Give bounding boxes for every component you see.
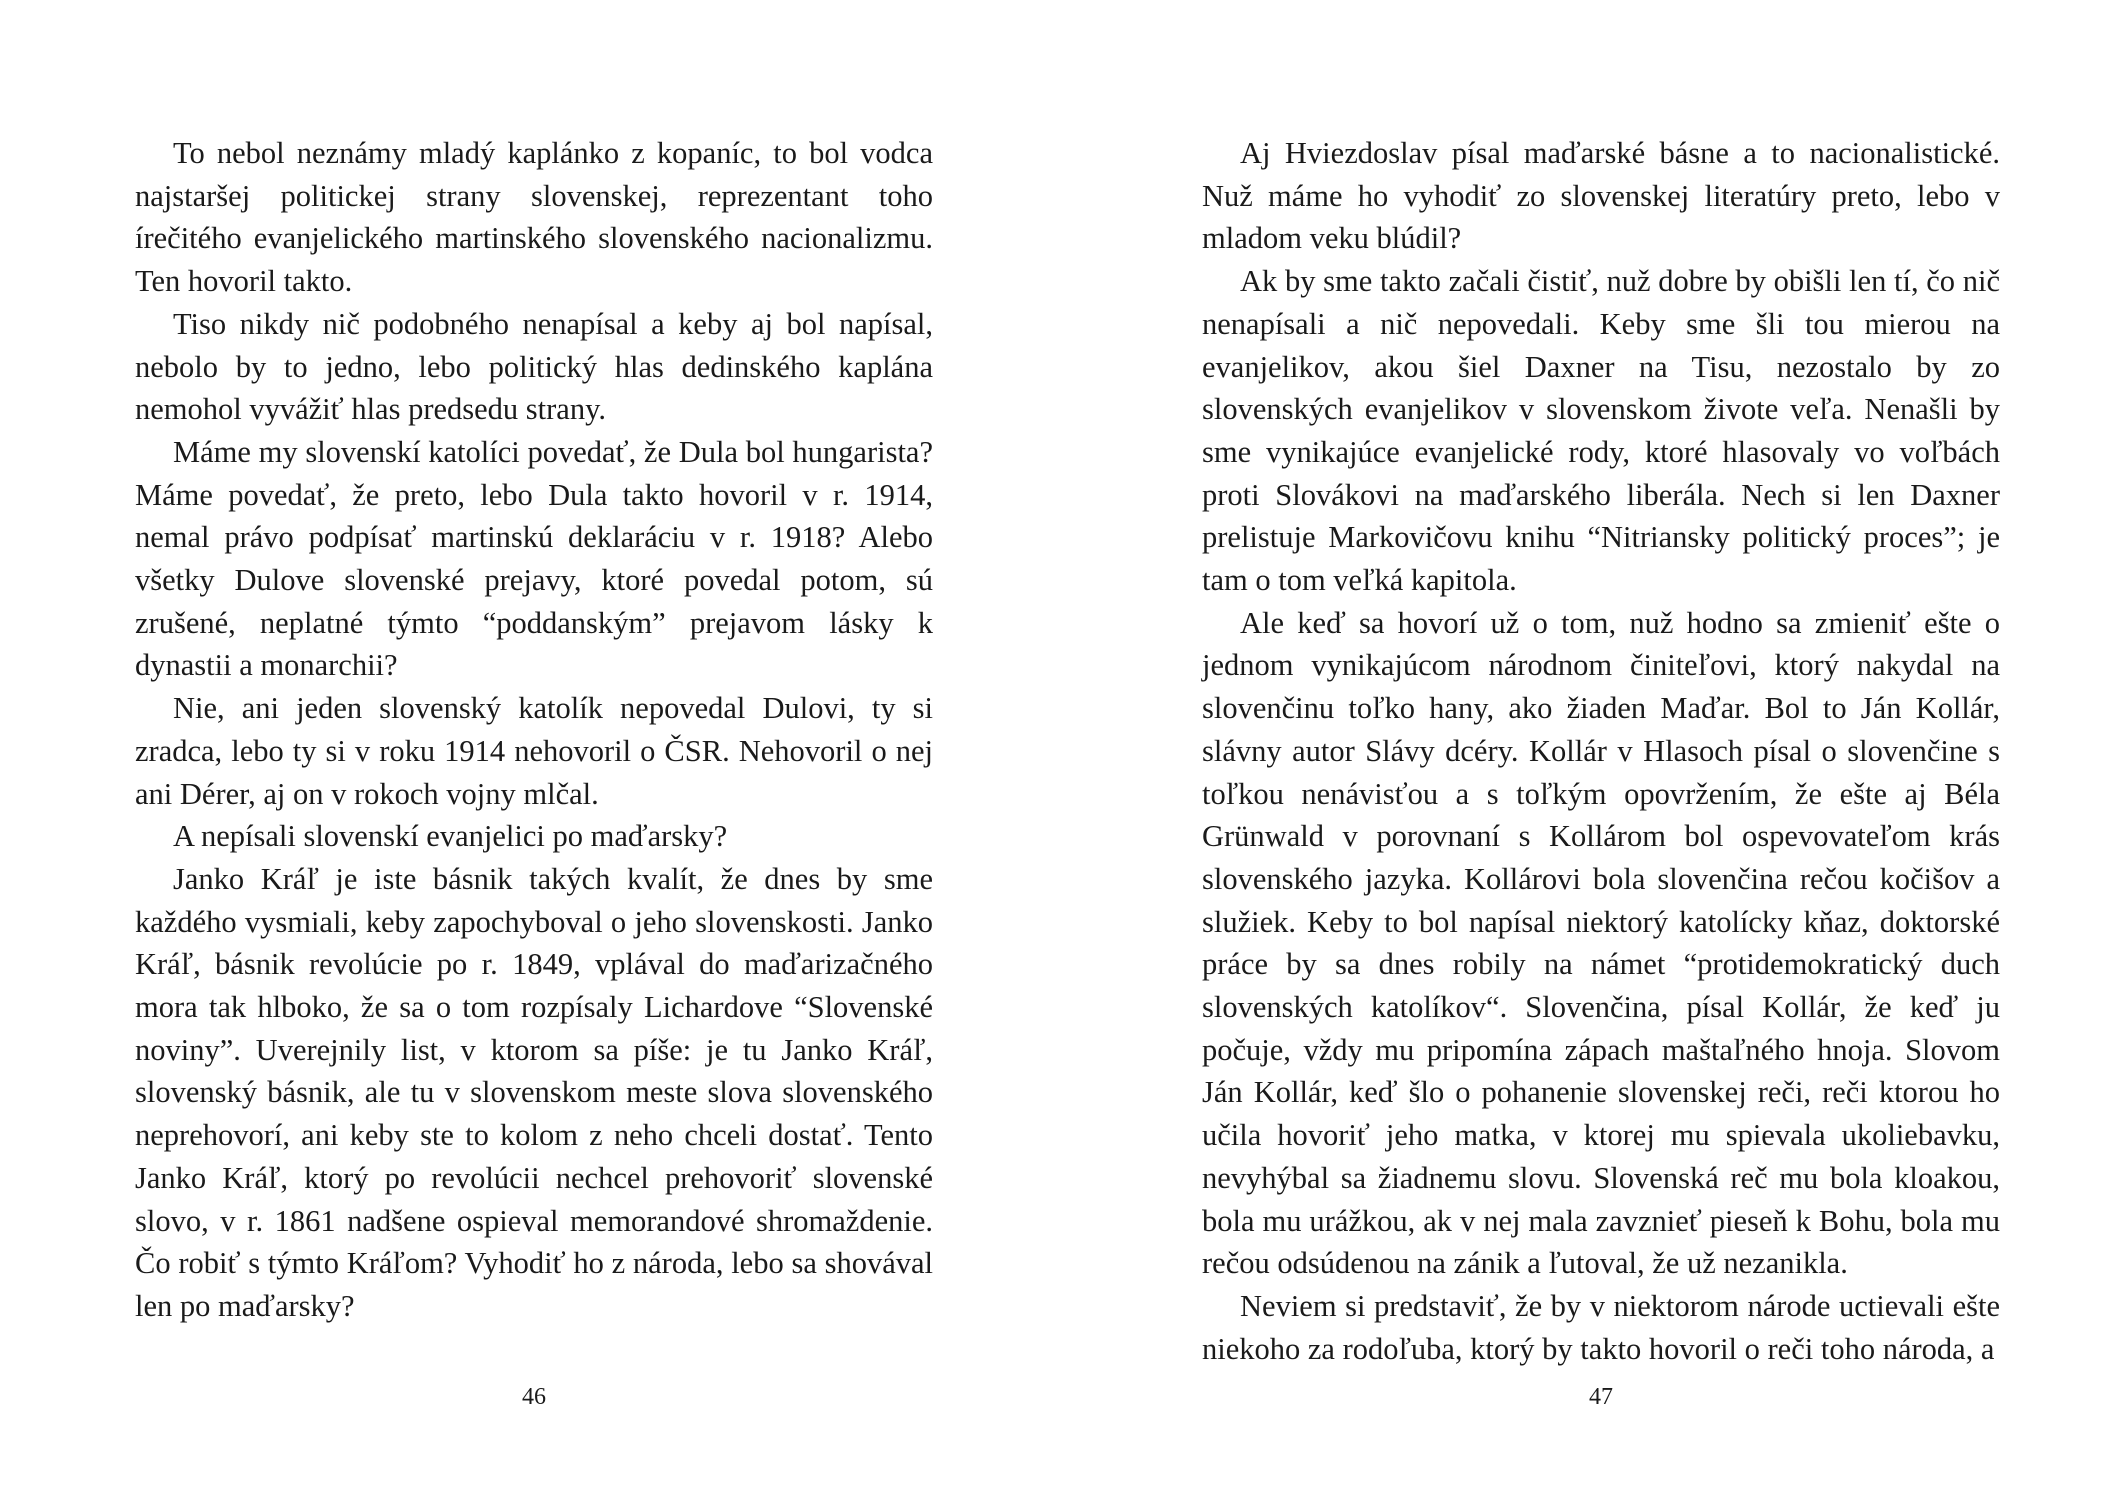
paragraph: Aj Hviezdoslav písal maďarské básne a to nacionalistické. Nuž máme ho vyhodiť zo slovenskej literatúry preto, lebo v mladom veku blúdil? [1202, 136, 2000, 256]
left-page-text [135, 132, 933, 1328]
right-page [1059, 0, 2118, 1500]
paragraph: Janko Kráľ je iste básnik takých kvalít, že dnes by sme každého vysmiali, keby zapochyboval o jeho slovenskosti. Janko Kráľ, básnik revolúcie po r. 1849, vplával do maďarizačného mora tak hlboko, že sa o tom rozpísaly Lichardove “Slovenské noviny”. Uverejnily list, v ktorom sa píše: je tu Janko Kráľ, slovenský básnik, ale tu v slovenskom meste slova slovenského neprehovorí, ani keby ste to kolom z neho chceli dostať. Tento Janko Kráľ, ktorý po revolúcii nechcel prehovoriť slovenské slovo, v r. 1861 nadšene ospieval memorandové shromaždenie. Čo robiť s týmto Kráľom? Vyhodiť ho z národa, lebo sa shovával len po maďarsky? [135, 861, 933, 1323]
paragraph: To nebol neznámy mladý kaplánko z kopaníc, to bol vodca najstaršej politickej strany slovenskej, reprezentant toho írečitého evanjelického martinského slovenského nacionalizmu. Ten hovoril takto. [135, 136, 933, 299]
paragraph: Nie, ani jeden slovenský katolík nepovedal Dulovi, ty si zradca, lebo ty si v roku 1914 nehovoril o ČSR. Nehovoril o nej ani Dérer, aj on v rokoch vojny mlčal. [135, 691, 933, 811]
paragraph: Tiso nikdy nič podobného nenapísal a keby aj bol napísal, nebolo by to jedno, lebo politický hlas dedinského kaplána nemohol vyvážiť hlas predsedu strany. [135, 306, 933, 427]
paragraph: Ak by sme takto začali čistiť, nuž dobre by obišli len tí, čo nič nenapísali a nič nepovedali. Keby sme šli tou mierou na evanjelikov, akou šiel Daxner na Tisu, nezostalo by zo slovenských evanjelikov v slovenskom živote veľa. Nenašli by sme vynikajúce evanjelické rody, ktoré hlasovaly vo voľbách proti Slovákovi na maďarského liberála. Nech si len Daxner prelistuje Markovičovu knihu “Nitriansky politický proces”; je tam o tom veľká kapitola. [1202, 264, 2000, 598]
paragraph: Neviem si predstaviť, že by v niektorom národe uctievali ešte niekoho za rodoľuba, ktorý by takto hovoril o reči toho národa, a [1202, 1288, 2000, 1366]
paragraph: A nepísali slovenskí evanjelici po maďarsky? [173, 819, 728, 854]
paragraph: Ale keď sa hovorí už o tom, nuž hodno sa zmieniť ešte o jednom vynikajúcom národnom činiteľovi, ktorý nakydal na slovenčinu toľko hany, ako žiaden Maďar. Bol to Ján Kollár, slávny autor Slávy dcéry. Kollár v Hlasoch písal o slovenčine s toľkou nenávisťou a s toľkým opovržením, že ešte aj Béla Grünwald v porovnaní s Kollárom bol ospevovateľom krás slovenského jazyka. Kollárovi bola slovenčina rečou kočišov a služiek. Keby to bol napísal niektorý katolícky kňaz, doktorské práce by sa dnes robily na námet “protidemokratický duch slovenských katolíkov“. Slovenčina, písal Kollár, že keď ju počuje, vždy mu pripomína zápach maštaľného hnoja. Slovom Ján Kollár, keď šlo o pohanenie slovenskej reči, reči ktorou ho učila hovoriť jeho matka, v ktorej mu spievala ukoliebavku, nevyhýbal sa žiadnemu slovu. Slovenská reč mu bola kloakou, bola mu urážkou, ak v nej mala zavznieť pieseň k Bohu, bola mu rečou odsúdenou na zánik a ľutoval, že už nezanikla. [1202, 605, 2000, 1281]
page-number: 47 [1589, 1384, 1613, 1410]
page-number: 46 [522, 1384, 546, 1410]
paragraph: Máme my slovenskí katolíci povedať, že Dula bol hungarista? Máme povedať, že preto, lebo Dula takto hovoril v r. 1914, nemal právo podpísať martinskú deklaráciu v r. 1918? Alebo všetky Dulove slovenské prejavy, ktoré povedal potom, sú zrušené, neplatné týmto “poddanským” prejavom lásky k dynastii a monarchii? [135, 434, 933, 683]
right-page-text [1202, 132, 2000, 1370]
